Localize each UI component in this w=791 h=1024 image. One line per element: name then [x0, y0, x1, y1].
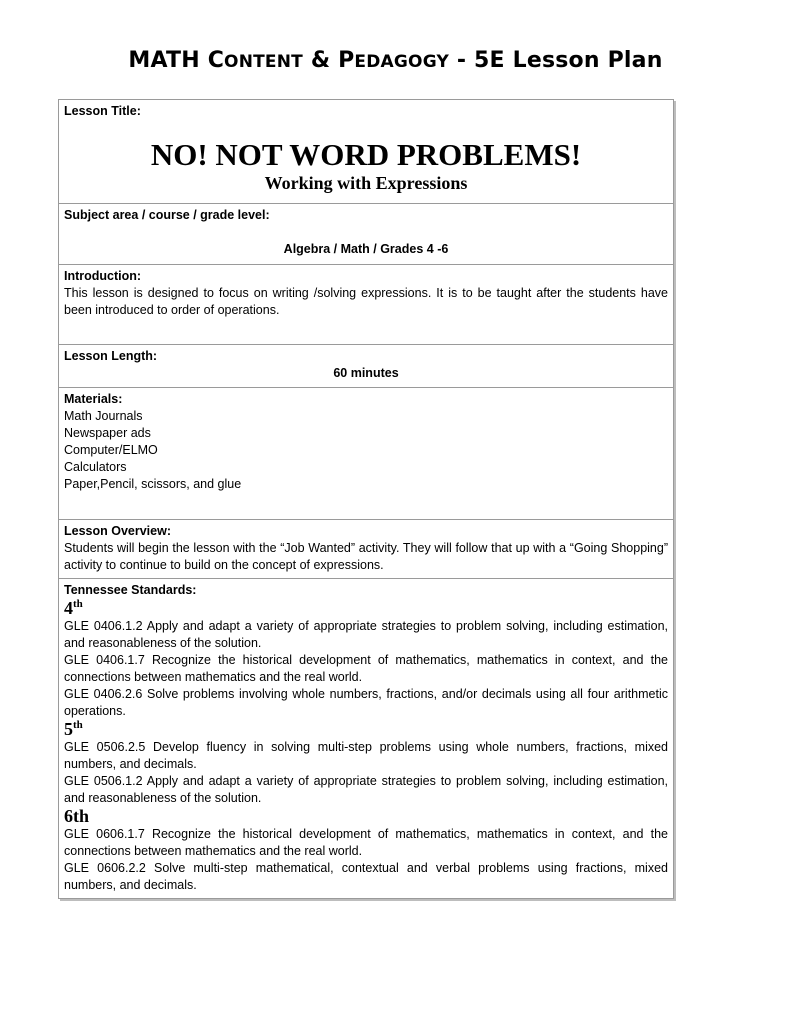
overview-section — [59, 520, 673, 579]
materials-item: Computer/ELMO — [64, 443, 158, 457]
standard-item: GLE 0606.2.2 Solve multi-step mathematical, contextual and verbal problems using fractions, mixed numbers, and decimals. — [64, 861, 668, 892]
introduction-label: Introduction: — [64, 269, 142, 283]
grade-heading — [64, 720, 668, 739]
standard-item: GLE 0406.2.6 Solve problems involving whole numbers, fractions, and/or decimals using all four arithmetic operations. — [64, 687, 668, 718]
grade-heading — [64, 599, 668, 618]
subject-label: Subject area / course / grade level: — [64, 208, 270, 222]
standards-section — [59, 579, 673, 898]
lesson-length-value: 60 minutes — [333, 366, 399, 380]
lesson-plan-table — [58, 99, 674, 899]
lesson-title-main: NO! NOT WORD PROBLEMS! — [150, 137, 582, 172]
lesson-length-label: Lesson Length: — [64, 349, 158, 363]
grade-number: 4 — [64, 598, 73, 618]
subject-value: Algebra / Math / Grades 4 -6 — [283, 242, 449, 256]
header-part-1: MATH C — [128, 48, 225, 73]
grade-suffix: th — [73, 719, 83, 731]
header-part-2: ONTENT — [224, 52, 303, 72]
standard-item: GLE 0506.2.5 Develop fluency in solving multi-step problems using whole numbers, fractions, mixed numbers, and decimals. — [64, 740, 668, 771]
standard-item: GLE 0506.1.2 Apply and adapt a variety of appropriate strategies to problem solving, including estimation, and reasonableness of the solution. — [64, 774, 668, 805]
grade-number: 6th — [64, 806, 90, 826]
materials-item: Newspaper ads — [64, 426, 151, 440]
overview-label: Lesson Overview: — [64, 524, 171, 538]
materials-item: Math Journals — [64, 409, 143, 423]
standard-item: GLE 0406.1.7 Recognize the historical development of mathematics, mathematics in context, and the connections between mathematics and the real world. — [64, 653, 668, 684]
materials-item: Paper,Pencil, scissors, and glue — [64, 477, 242, 491]
grade-heading — [64, 807, 668, 826]
materials-section — [59, 388, 673, 520]
introduction-section — [59, 265, 673, 345]
header-part-4: EDAGOGY — [354, 52, 449, 72]
lesson-title-section — [59, 100, 673, 204]
standard-item: GLE 0406.1.2 Apply and adapt a variety of appropriate strategies to problem solving, including estimation, and reasonableness of the solution. — [64, 619, 668, 650]
document-header — [0, 48, 791, 73]
materials-item: Calculators — [64, 460, 127, 474]
header-part-3: & P — [302, 48, 355, 73]
grade-suffix: th — [73, 598, 83, 610]
introduction-text: This lesson is designed to focus on writing /solving expressions. It is to be taught after the students have been introduced to order of operations. — [64, 286, 668, 317]
standards-label: Tennessee Standards: — [64, 583, 197, 597]
grade-number: 5 — [64, 719, 73, 739]
header-part-5: - 5E Lesson Plan — [448, 48, 663, 73]
lesson-title-subtitle: Working with Expressions — [264, 173, 468, 193]
lesson-length-section — [59, 345, 673, 388]
materials-label: Materials: — [64, 392, 123, 406]
subject-section — [59, 204, 673, 265]
overview-text: Students will begin the lesson with the “Job Wanted” activity. They will follow that up with a “Going Shopping” activity to continue to build on the concept of expressions. — [64, 541, 668, 572]
lesson-title-label: Lesson Title: — [64, 104, 141, 118]
standard-item: GLE 0606.1.7 Recognize the historical development of mathematics, mathematics in context, and the connections between mathematics and the real world. — [64, 827, 668, 858]
